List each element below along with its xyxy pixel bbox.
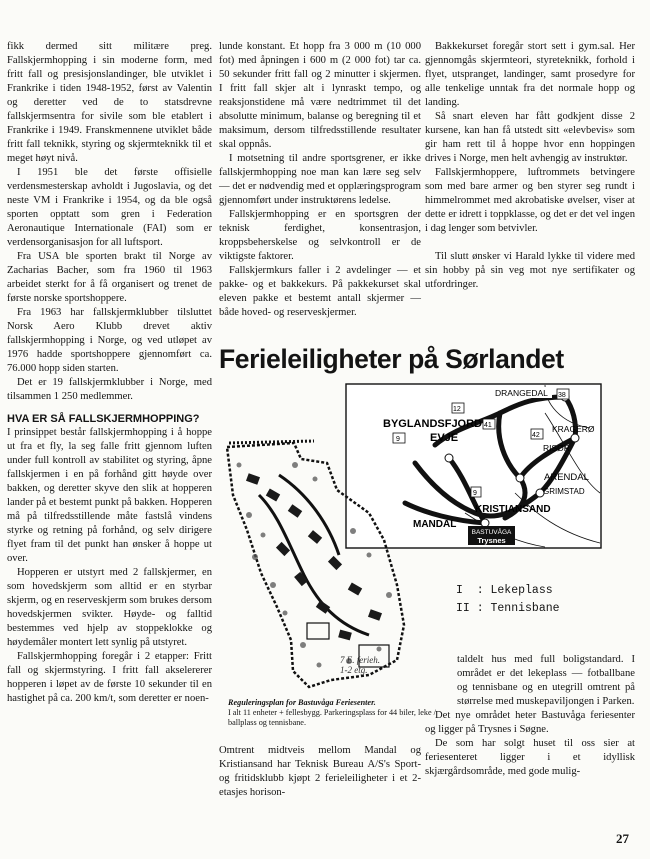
road-number: 12 xyxy=(453,406,461,413)
paragraph: Fallskjermhoppere, luftrommets betvingere som med bare armer og ben styrer seg rundt i himmelrommet med akrobatiske øvelser, viser at dette er idrett i toppklasse, og det er det vel ingen i dag lenger som betvivler. xyxy=(425,167,635,234)
handwritten-note: 7 E. ferieh. 1-2 etg. xyxy=(340,655,380,675)
bastuvaga-badge xyxy=(468,526,515,545)
map-place-label: ARENDAL xyxy=(544,472,589,483)
legend-item: II : Tennisbane xyxy=(456,602,560,615)
paragraph: Til slutt ønsker vi Harald lykke til videre med sin hobby på sin veg mot nye sertifikater og utfordringer. xyxy=(425,251,635,290)
article-title: Ferieleiligheter på Sørlandet xyxy=(219,344,564,374)
map-place-label: KRAGERØ xyxy=(552,424,595,434)
article-body-right xyxy=(425,653,635,779)
figure-caption: Reguleringsplan for Bastuvåga Feriesenter. I alt 11 enheter + fellesbygg. Parkeringsplass for 44 biler, leke / ballplass og tennisbane. xyxy=(228,698,436,727)
map-place-label: EVJE xyxy=(430,432,459,444)
paragraph: Det nye området heter Bastuvåga feriesenter og ligger på Trysnes i Søgne. xyxy=(425,710,635,735)
paragraph: Det er 19 fallskjermklubber i Norge, med tilsammen 1 250 medlemmer. xyxy=(7,377,212,402)
site-plan-drawing xyxy=(219,435,426,697)
paragraph: Fra 1963 har fallskjermklubber tilsluttet Norsk Aero Klubb drevet aktiv fallskjermhopping i Norge, og ved utløpet av 1976 hadde sportshoppere gjennomført ca. 76.000 hopp siden starten. xyxy=(7,307,212,374)
paragraph: Fallskjermhopping foregår i 2 etapper: Fritt fall og skjermstyring. I fritt fall akselererer hopperen i løpet av de første 10 sekunder til en hastighet på ca. 200 km/t, som deretter er noen- xyxy=(7,651,212,704)
road-number: 9 xyxy=(396,436,400,443)
road-number: 42 xyxy=(532,432,540,439)
map-place-label: MANDAL xyxy=(413,519,457,530)
column-right xyxy=(425,40,635,292)
map-place-label: KRISTIANSAND xyxy=(475,504,551,515)
plan-legend xyxy=(456,582,560,618)
road-number: 41 xyxy=(484,422,492,429)
paragraph: Bakkekurset foregår stort sett i gym.sal. Her gjennomgås skjermteori, styreteknikk, forhold i flyet, utspranget, landinger, samt prosedyre for alle tenkelige unntak fra det normale hopp og landing. xyxy=(425,41,635,108)
paragraph: taldelt hus med full boligstandard. I området er det lekeplass — fotballbane og tennisbane og en utegrill omtrent på størrelse med muskepaviljongen i Parken. xyxy=(457,654,635,707)
paragraph: Fallskjermkurs faller i 2 avdelinger — et pakke- og et bakkekurs. På pakkekurset skal eleven pakke et bestemt antall skjermer — både hoved- og reserveskjermer. xyxy=(219,265,421,318)
map-place-label: RISØR xyxy=(543,443,570,453)
paragraph: Omtrent midtveis mellom Mandal og Kristiansand har Teknisk Bureau A/S's Sport- og fritidsklubb kjøpt 2 ferieleiligheter i et 2-etasjes horison- xyxy=(219,745,421,798)
road-number: 9 xyxy=(473,490,477,497)
paragraph: Hopperen er utstyrt med 2 fallskjermer, en som hovedskjerm som alltid er en styrbar skjerm, og en reserveskjerm som brukes dersom hovedskjermen svikter. Høyde- og falltid bestemmes ved hjelp av stoppeklokke og høydemåler montert lett synlig på utstyret. xyxy=(7,567,212,648)
map-place-label: BYGLANDSFJORD xyxy=(383,418,483,430)
legend-item: I : Lekeplass xyxy=(456,584,553,597)
map-place-label: GRIMSTAD xyxy=(543,487,585,496)
paragraph: I prinsippet består fallskjermhopping i å hoppe ut fra et fly, la seg falle fritt gjennom luften under full kontroll av stabilitet og styring, åpne fallskjermen i en på forhånd gitt høyde over bakken, og deretter skyve den slik at hopperen lander på et bestemt punkt på bakken. Hopperen må på tilfredsstillende måte fastslå vindens styrke og retning på forhånd, og selv dirigere flyet fram til det punkt han ønsker å hoppe ut over. xyxy=(7,427,212,564)
road-number: 38 xyxy=(558,392,566,399)
column-left xyxy=(7,40,212,706)
paragraph: lunde konstant. Et hopp fra 3 000 m (10 000 fot) med åpningen i 600 m (2 000 fot) tar ca. 50 sekunder fritt fall og 2 minutter i skjermen. I fritt fall skjer alt i lynraskt tempo, og reaksjonstidene må være nedtrimmet til det absolutte minimum, balanse og beregning til et maksimum, dersom tilfredsstillende resultater skal oppnås. xyxy=(219,41,421,150)
paragraph: fikk dermed sitt militære preg. Fallskjermhopping i sin moderne form, med fritt fall og presisjonslandinger, ble utviklet i Frankrike i tiden 1948-1952, først av Valentin og deretter ved de to statsdrevne fallskjermsentra for sivile som ble etablert i Frankrike i 1949. Franskmennene utviklet både fritt fall teknikk, styring og skjermteknikk til et meget høyt nivå. xyxy=(7,41,212,164)
paragraph: I motsetning til andre sportsgrener, er ikke fallskjermhopping noe man kan lære seg selv — det er nødvendig med et opplæringsprogram gjennomført under instruktørens ledelse. xyxy=(219,153,421,206)
paragraph: Fallskjermhopping er en sportsgren der teknisk ferdighet, konsentrasjon, kroppsbeherskelse og selvkontroll er de viktigste faktorer. xyxy=(219,209,421,262)
section-heading: HVA ER SÅ FALLSKJERMHOPPING? xyxy=(7,413,200,425)
paragraph: Fra USA ble sporten brakt til Norge av Zacharias Bacher, som fra 1960 til 1963 arbeidet sterkt for å få organisert og trenet de første norske sportshoppere. xyxy=(7,251,212,304)
paragraph: Så snart eleven har fått godkjent disse 2 kursene, kan han få utstedt sitt «elevbevis» som gir ham rett til å hoppe hvor enn hoppingen drives i Norge, men helt avhengig av instruktør. xyxy=(425,111,635,164)
svg-text:BASTUVÅGA: BASTUVÅGA xyxy=(471,529,512,536)
paragraph: I 1951 ble det første offisielle verdensmesterskap avholdt i Jugoslavia, og det neste VM i Frankrike i 1954, og da ble også sporten opptatt som gren i Federation Aeronautique Internationale (FAI) som er verdensorganisasjon for all luftsport. xyxy=(7,167,212,248)
paragraph: De som har solgt huset til oss sier at feriesenteret ligger i et idyllisk skjærgårdsområde, med gode mulig- xyxy=(425,738,635,777)
column-middle xyxy=(219,40,421,320)
article-body-middle xyxy=(219,744,421,800)
map-place-label: DRANGEDAL xyxy=(495,388,548,398)
page-number: 27 xyxy=(616,831,629,846)
svg-text:Trysnes: Trysnes xyxy=(477,536,506,545)
